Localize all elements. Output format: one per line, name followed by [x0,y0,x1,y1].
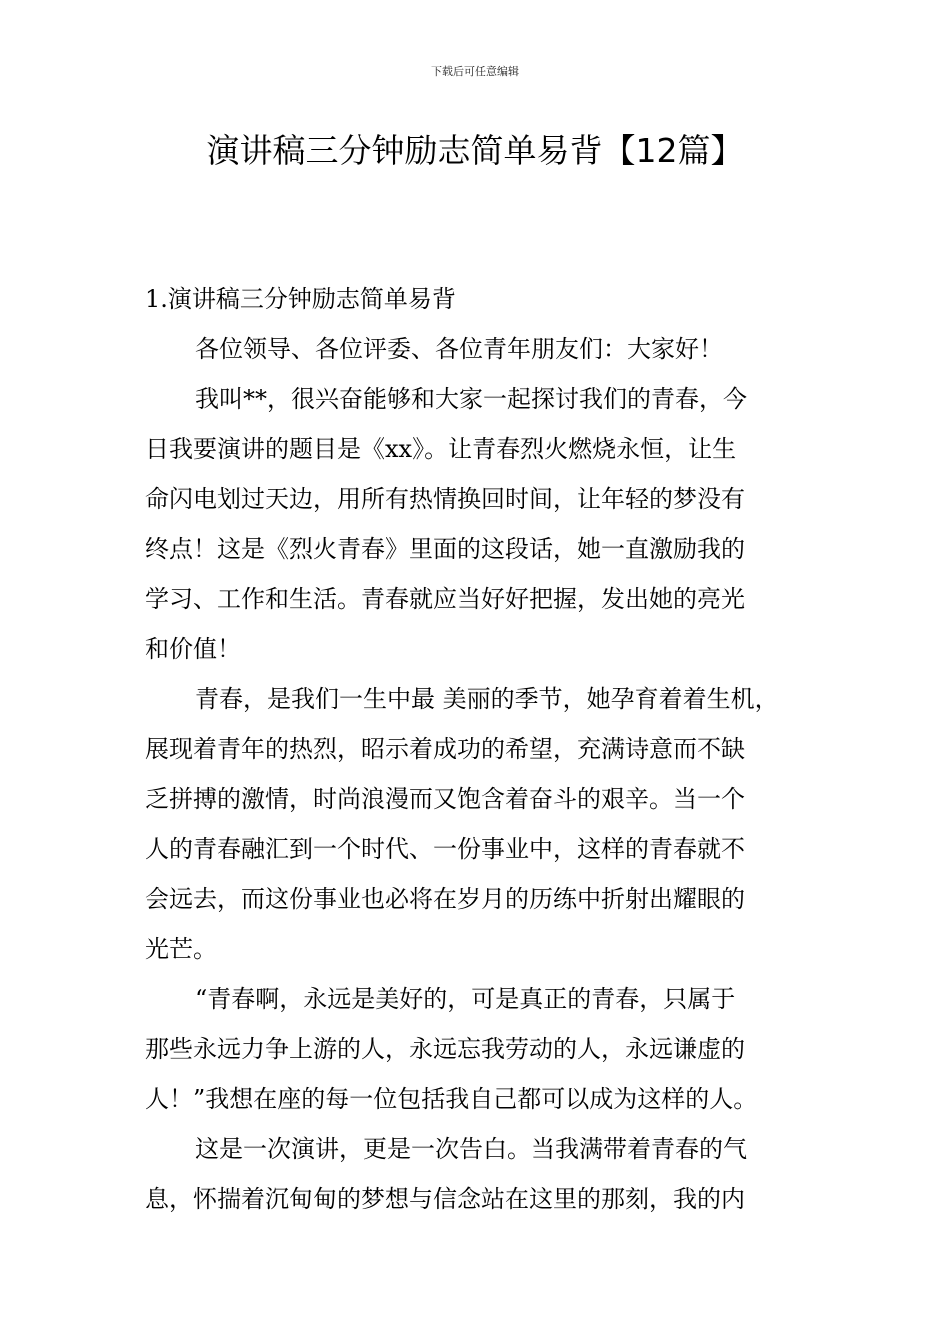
paragraph-introduction [145,374,813,674]
paragraph-line: 终点！这是《烈火青春》里面的这段话，她一直激励我的 [145,535,745,563]
paragraph-line: “青春啊，永远是美好的，可是真正的青春，只属于 [195,985,736,1013]
section-heading: 1.演讲稿三分钟励志简单易背 [145,285,456,313]
paragraph-confession [145,1124,813,1224]
paragraph-line: 展现着青年的热烈，昭示着成功的希望，充满诗意而不缺 [145,735,745,763]
paragraph-line: 人！”我想在座的每一位包括我自己都可以成为这样的人。 [145,1085,758,1113]
paragraph-youth [145,674,813,974]
paragraph-quote [145,974,813,1124]
document-title: 演讲稿三分钟励志简单易背【12篇】 [206,131,744,170]
paragraph-line: 我叫**，很兴奋能够和大家一起探讨我们的青春，今 [195,385,747,413]
paragraph-line: 学习、工作和生活。青春就应当好好把握，发出她的亮光 [145,585,745,613]
paragraph-line: 各位领导、各位评委、各位青年朋友们：大家好！ [195,335,723,363]
paragraph-line: 息，怀揣着沉甸甸的梦想与信念站在这里的那刻，我的内 [145,1185,745,1213]
paragraph-line: 人的青春融汇到一个时代、一份事业中，这样的青春就不 [145,835,745,863]
paragraph-line: 光芒。 [145,935,217,963]
paragraph-line: 乏拼搏的激情，时尚浪漫而又饱含着奋斗的艰辛。当一个 [145,785,745,813]
document-body [145,274,813,1224]
paragraph-line: 会远去，而这份事业也必将在岁月的历练中折射出耀眼的 [145,885,745,913]
paragraph-line: 和价值！ [145,635,241,663]
header-note: 下载后可任意编辑 [431,65,519,78]
paragraph-line: 这是一次演讲，更是一次告白。当我满带着青春的气 [195,1135,747,1163]
paragraph-line: 命闪电划过天边，用所有热情换回时间，让年轻的梦没有 [145,485,745,513]
paragraph-line: 青春，是我们一生中最 美丽的季节，她孕育着着生机， [195,685,779,713]
paragraph-line: 日我要演讲的题目是《xx》。让青春烈火燃烧永恒，让生 [145,435,737,463]
paragraph-greeting [145,324,813,374]
paragraph-line: 那些永远力争上游的人，永远忘我劳动的人，永远谦虚的 [145,1035,745,1063]
